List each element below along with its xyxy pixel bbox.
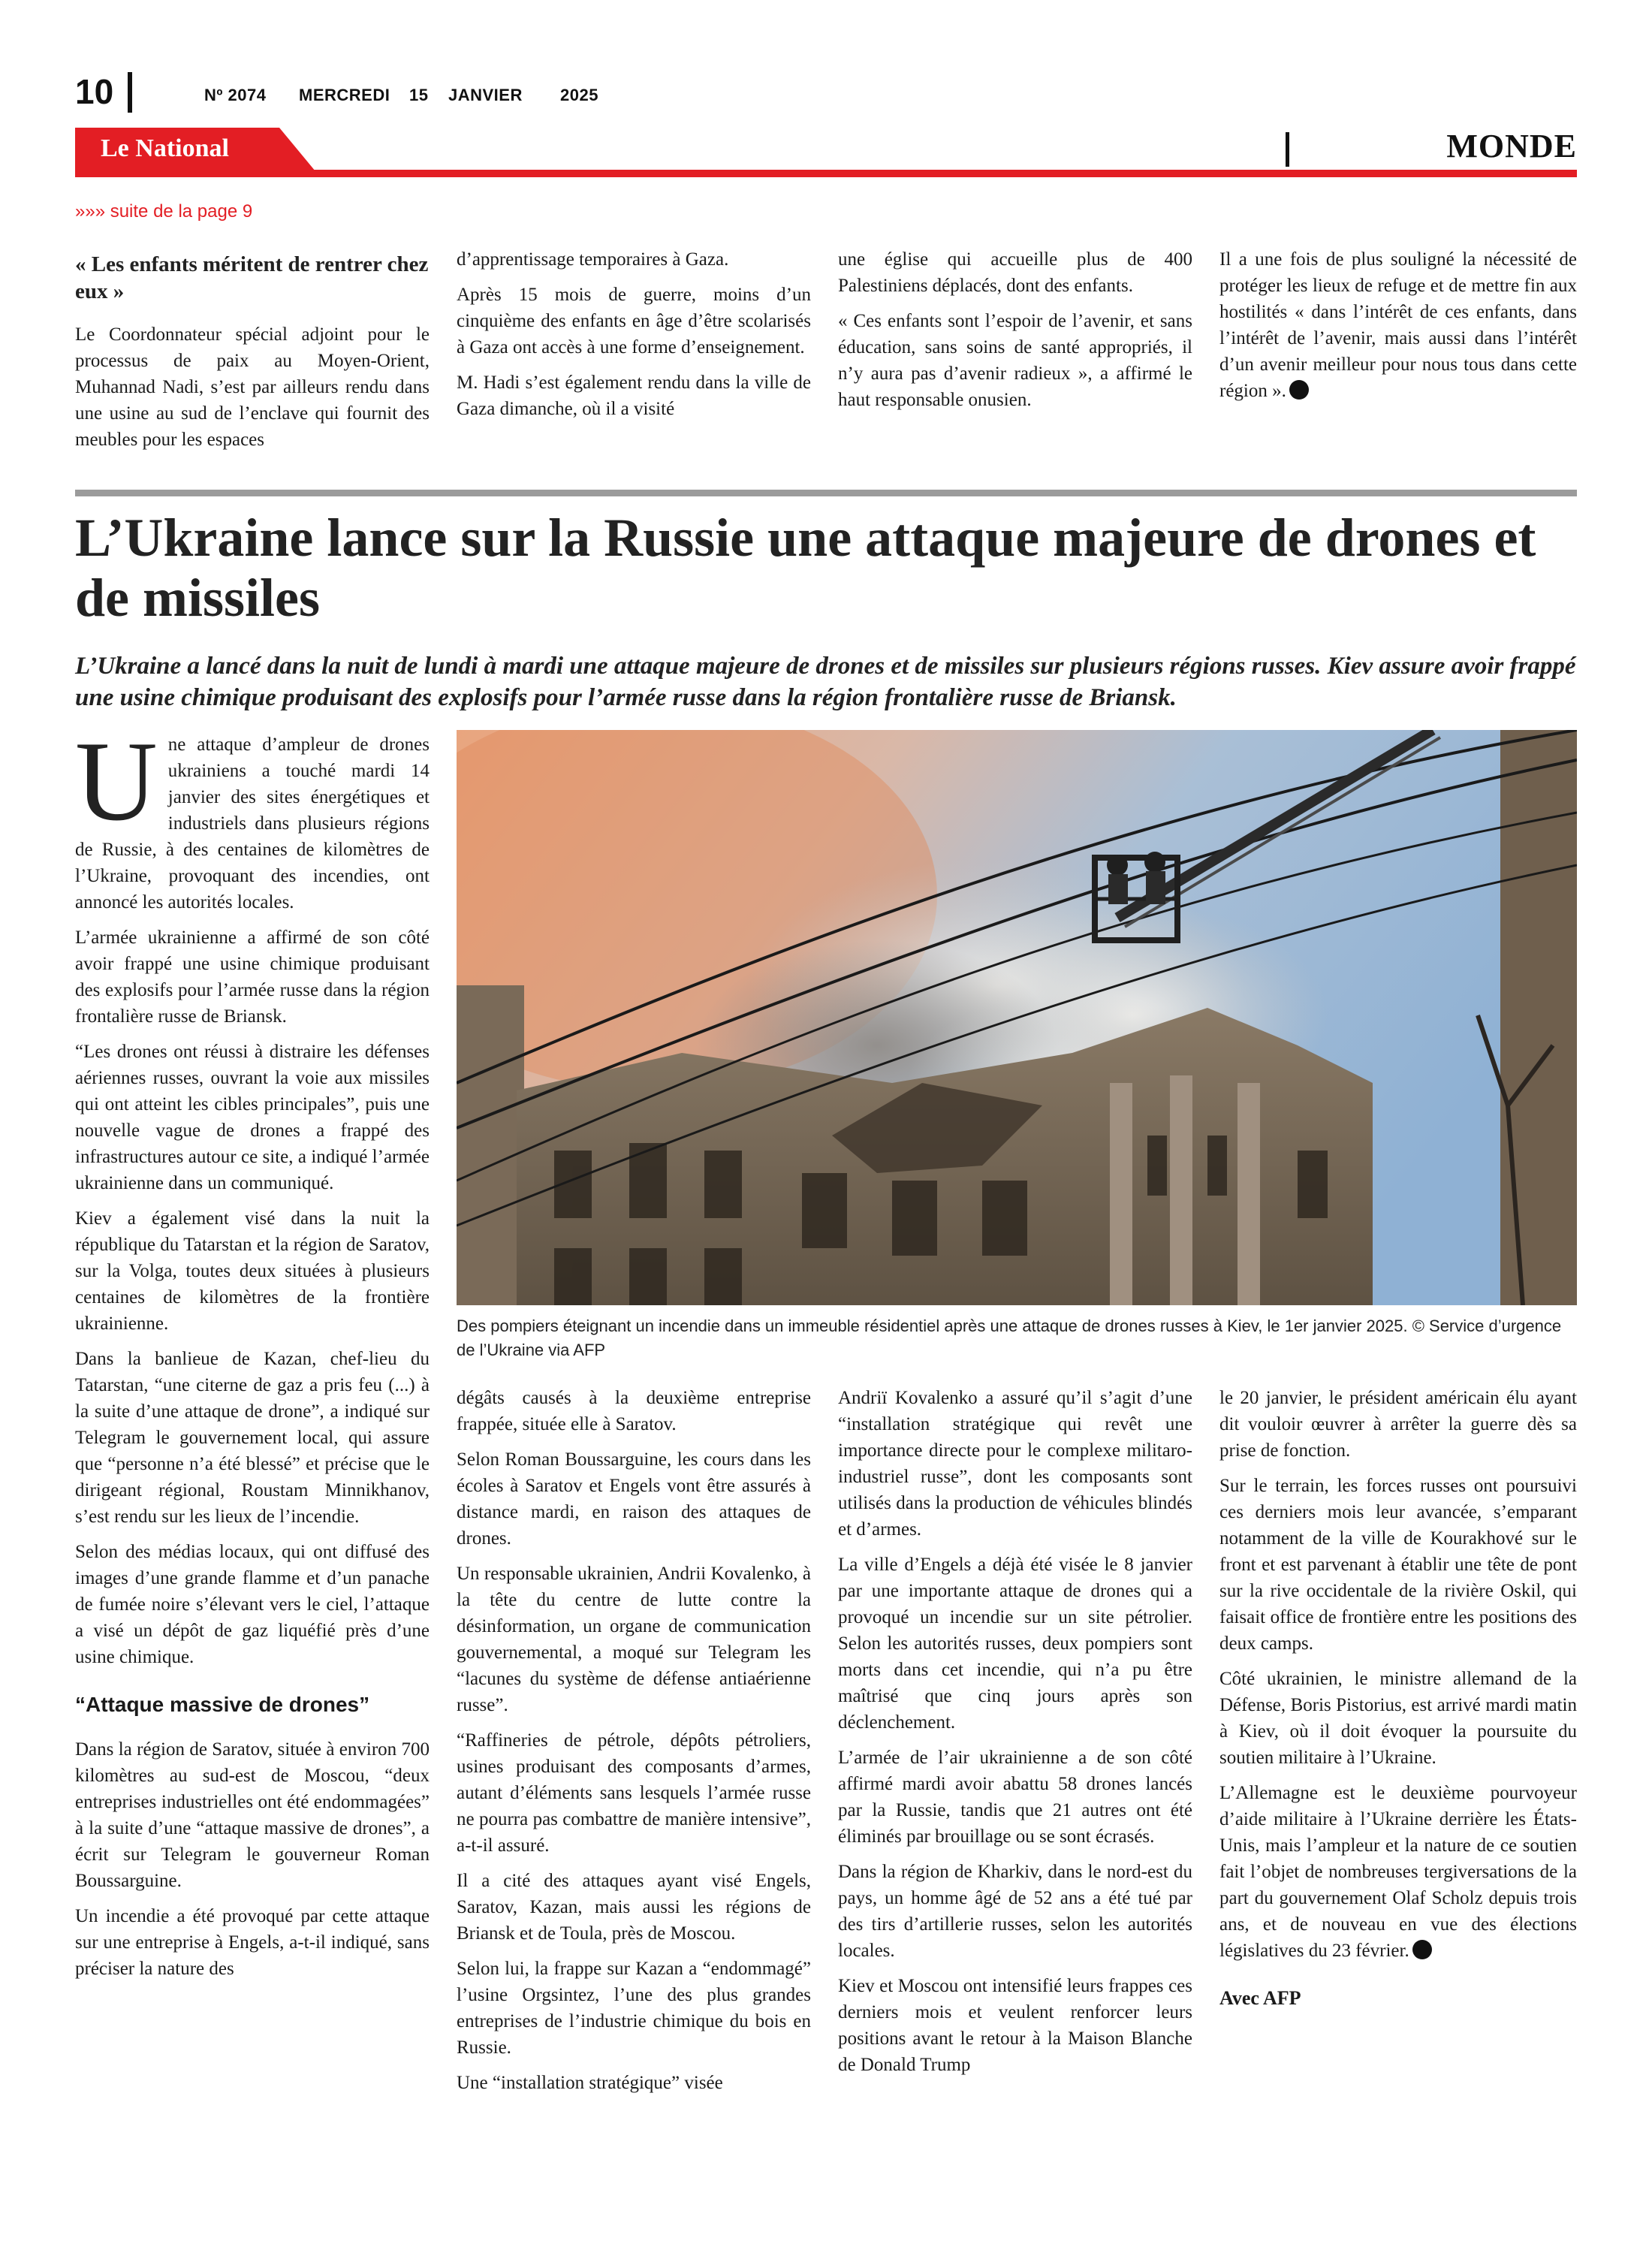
paragraph: “Raffineries de pétrole, dépôts pétroliers, usines produisant des composants d’armes, autant d’éléments sans lesquels l’armée russe ne pourra pas combattre de manière intensive”, a-t-il assuré.	[457, 1730, 811, 1856]
article-separator	[75, 490, 1577, 496]
paragraph: Après 15 mois de guerre, moins d’un cinquième des enfants en âge d’être scolarisés à Gaza ont accès à une forme d’enseignement.	[457, 285, 811, 357]
article-headline: L’Ukraine lance sur la Russie une attaque majeure de drones et de missiles	[75, 508, 1536, 628]
paragraph: Un responsable ukrainien, Andrii Kovalenko, à la tête du centre de lutte contre la désinformation, un organe de communication gouvernemental, a moqué sur Telegram les “lacunes du système de défense antiaérienne russe”.	[457, 1564, 811, 1715]
paragraph: d’apprentissage temporaires à Gaza.	[457, 249, 729, 270]
section-name: MONDE	[1446, 128, 1577, 164]
page-number-divider	[128, 72, 132, 113]
paragraph: L’armée de l’air ukrainienne a de son côté affirmé mardi avoir abattu 58 drones lancés par la Russie, tandis que 21 autres ont été éliminés par brouillage ou se sont écrasés.	[838, 1748, 1192, 1847]
paragraph-text: L’Allemagne est le deuxième pourvoyeur d’aide militaire à l’Ukraine derrière les États-Unis, mais l’ampleur et la nature de ce soutien fait l’objet de nombreuses tergiversations de la part du gouvernement Olaf Scholz depuis trois ans, et de nouveau en vue des élections législatives du 23 février.	[1219, 1783, 1577, 1961]
photo-illustration	[457, 730, 1577, 1305]
paragraph: Dans la région de Kharkiv, dans le nord-est du pays, un homme âgé de 52 ans a été tué par des tirs d’artillerie russes, selon les autorités locales.	[838, 1862, 1192, 1961]
paragraph: une église qui accueille plus de 400 Palestiniens déplacés, dont des enfants.	[838, 249, 1192, 296]
issue-day: MERCREDI	[299, 86, 390, 104]
page-number: 10	[75, 72, 114, 111]
issue-year: 2025	[560, 86, 598, 104]
paragraph-text: ne attaque d’ampleur de drones ukrainiens a touché mardi 14 janvier des sites énergétiques et industriels dans plusieurs régions de Russie, à des centaines de kilomètres de l’Ukraine, provoquant des incendies, ont annoncé les autorités locales.	[75, 734, 430, 912]
article-col4	[1219, 1385, 1577, 2011]
paragraph	[1219, 246, 1577, 404]
paragraph: Une “installation stratégique” visée	[457, 2073, 723, 2093]
issue-date-day: 15	[409, 86, 429, 104]
paragraph: Dans la banlieue de Kazan, chef-lieu du Tatarstan, “une citerne de gaz a pris feu (...) à la suite d’une attaque de drone”, a indiqué sur Telegram le gouvernement local, qui assure que “personne n’a été blessé” et précise que le dirigeant régional, Roustam Minnikhanov, s’est rendu sur les lieux de l’incendie.	[75, 1349, 430, 1527]
article-col2	[457, 1385, 811, 2105]
paragraph	[1219, 1780, 1577, 1964]
paragraph: Kiev et Moscou ont intensifié leurs frappes ces derniers mois et veulent renforcer leurs positions avant le retour à la Maison Blanche de Donald Trump	[838, 1976, 1192, 2075]
paragraph: L’armée ukrainienne a affirmé de son côté avoir frappé une usine chimique produisant des explosifs pour l’armée russe dans la région frontalière russe de Briansk.	[75, 927, 430, 1027]
article-intertitle: “Attaque massive de drones”	[75, 1693, 370, 1716]
prev-article-col1	[75, 251, 430, 462]
drop-cap: U	[75, 718, 158, 844]
paragraph: Selon des médias locaux, qui ont diffusé des images d’une grande flamme et d’un panache de fumée noire s’élevant vers le ciel, l’attaque a visé un dépôt de gaz liquéfié près d’une usine chimique.	[75, 1542, 430, 1667]
paragraph: Selon Roman Boussarguine, les cours dans les écoles à Saratov et Engels vont être assurés à distance mardi, en raison des attaques de drones.	[457, 1449, 811, 1549]
article-col1	[75, 718, 430, 1991]
article-photo	[457, 730, 1577, 1305]
paragraph: Il a cité des attaques ayant visé Engels, Saratov, Kazan, mais aussi les régions de Briansk et de Toula, près de Moscou.	[457, 1871, 811, 1944]
issue-month: JANVIER	[448, 86, 523, 104]
issue-number: Nº 2074	[204, 86, 267, 104]
article-standfirst: L’Ukraine a lancé dans la nuit de lundi à mardi une attaque majeure de drones et de missiles sur plusieurs régions russes. Kiev assure avoir frappé une usine chimique produisant des explosifs pour l’armée russe dans la région frontalière russe de Briansk.	[75, 653, 1576, 711]
photo-caption: Des pompiers éteignant un incendie dans un immeuble résidentiel après une attaque de drones russes à Kiev, le 1er janvier 2025. © Service d’urgence de l’Ukraine via AFP	[457, 1317, 1562, 1359]
paragraph: le 20 janvier, le président américain élu ayant dit vouloir œuvrer à arrêter la guerre dès sa prise de fonction.	[1219, 1388, 1577, 1461]
paragraph: La ville d’Engels a déjà été visée le 8 janvier par une importante attaque de drones qui a provoqué un incendie sur un site pétrolier. Selon les autorités russes, deux pompiers sont morts dans cet incendie, qui n’a pu être maîtrisé que cinq jours après son déclenchement.	[838, 1555, 1192, 1733]
paragraph: “Les drones ont réussi à distraire les défenses aériennes russes, ouvrant la voie aux missiles qui ont atteint les cibles principales”, puis une nouvelle vague de drones a frappé des infrastructures autour ce site, a indiqué l’armée ukrainienne dans un communiqué.	[75, 1042, 430, 1193]
paragraph: Sur le terrain, les forces russes ont poursuivi ces derniers mois leur avancée, s’emparant notamment de la ville de Kourakhové sur le front et est parvenant à établir une tête de pont sur la rive occidentale de la rivière Oskil, qui faisait office de frontière entre les positions des deux camps.	[1219, 1476, 1577, 1654]
paragraph: Dans la région de Saratov, située à environ 700 kilomètres au sud-est de Moscou, “deux entreprises industrielles ont été endommagées” à la suite d’une “attaque massive de drones”, a écrit sur Telegram le gouverneur Roman Boussarguine.	[75, 1739, 430, 1891]
paragraph: M. Hadi s’est également rendu dans la ville de Gaza dimanche, où il a visité	[457, 372, 811, 419]
paragraph: Un incendie a été provoqué par cette attaque sur une entreprise à Engels, a-t-il indiqué, sans préciser la nature des	[75, 1906, 430, 1979]
paragraph: dégâts causés à la deuxième entreprise frappée, située elle à Saratov.	[457, 1388, 811, 1434]
paragraph: Selon lui, la frappe sur Kazan a “endommagé” l’usine Orgsintez, l’une des plus grandes entreprises de l’industrie chimique du bois en Russie.	[457, 1959, 811, 2058]
paragraph: Le Coordonnateur spécial adjoint pour le processus de paix au Moyen-Orient, Muhannad Nadi, s’est par ailleurs rendu dans une usine au sud de l’enclave qui fournit des meubles pour les espaces	[75, 324, 430, 450]
continued-from: »»» suite de la page 9	[75, 201, 253, 222]
end-mark-icon	[1289, 380, 1309, 400]
brand-name: Le National	[101, 134, 229, 162]
section-divider	[1286, 132, 1289, 167]
paragraph: « Ces enfants sont l’espoir de l’avenir, et sans éducation, sans soins de santé appropriés, il n’y aura pas d’avenir radieux », a affirmé le haut responsable onusien.	[838, 311, 1192, 410]
prev-article-col3	[838, 246, 1192, 422]
prev-article-subhead: « Les enfants méritent de rentrer chez eux »	[75, 252, 429, 303]
end-mark-icon	[1412, 1940, 1432, 1959]
article-byline: Avec AFP	[1219, 1987, 1301, 2009]
paragraph: Kiev a également visé dans la nuit la république du Tatarstan et la région de Saratov, sur la Volga, toutes deux situées à plusieurs centaines de kilomètres de la frontière ukrainienne.	[75, 1208, 430, 1334]
paragraph-text: Il a une fois de plus souligné la nécessité de protéger les lieux de refuge et de mettre fin aux hostilités « dans l’intérêt de ces enfants, dans l’intérêt de l’avenir, mais aussi dans l’intérêt d’un avenir meilleur pour nous tous dans cette région ».	[1219, 249, 1577, 401]
article-col3	[838, 1385, 1192, 2087]
paragraph	[75, 718, 430, 915]
prev-article-col2	[457, 246, 811, 431]
header-rule	[75, 170, 1577, 177]
paragraph: Côté ukrainien, le ministre allemand de la Défense, Boris Pistorius, est arrivé mardi matin à Kiev, où il doit évoquer la poursuite du soutien militaire à l’Ukraine.	[1219, 1669, 1577, 1768]
prev-article-col4	[1219, 246, 1577, 413]
paragraph: Andriï Kovalenko a assuré qu’il s’agit d’une “installation stratégique qui revêt une importance directe pour le complexe militaro-industriel russe”, dont les composants sont utilisés dans la production de véhicules blindés et d’armes.	[838, 1388, 1192, 1540]
